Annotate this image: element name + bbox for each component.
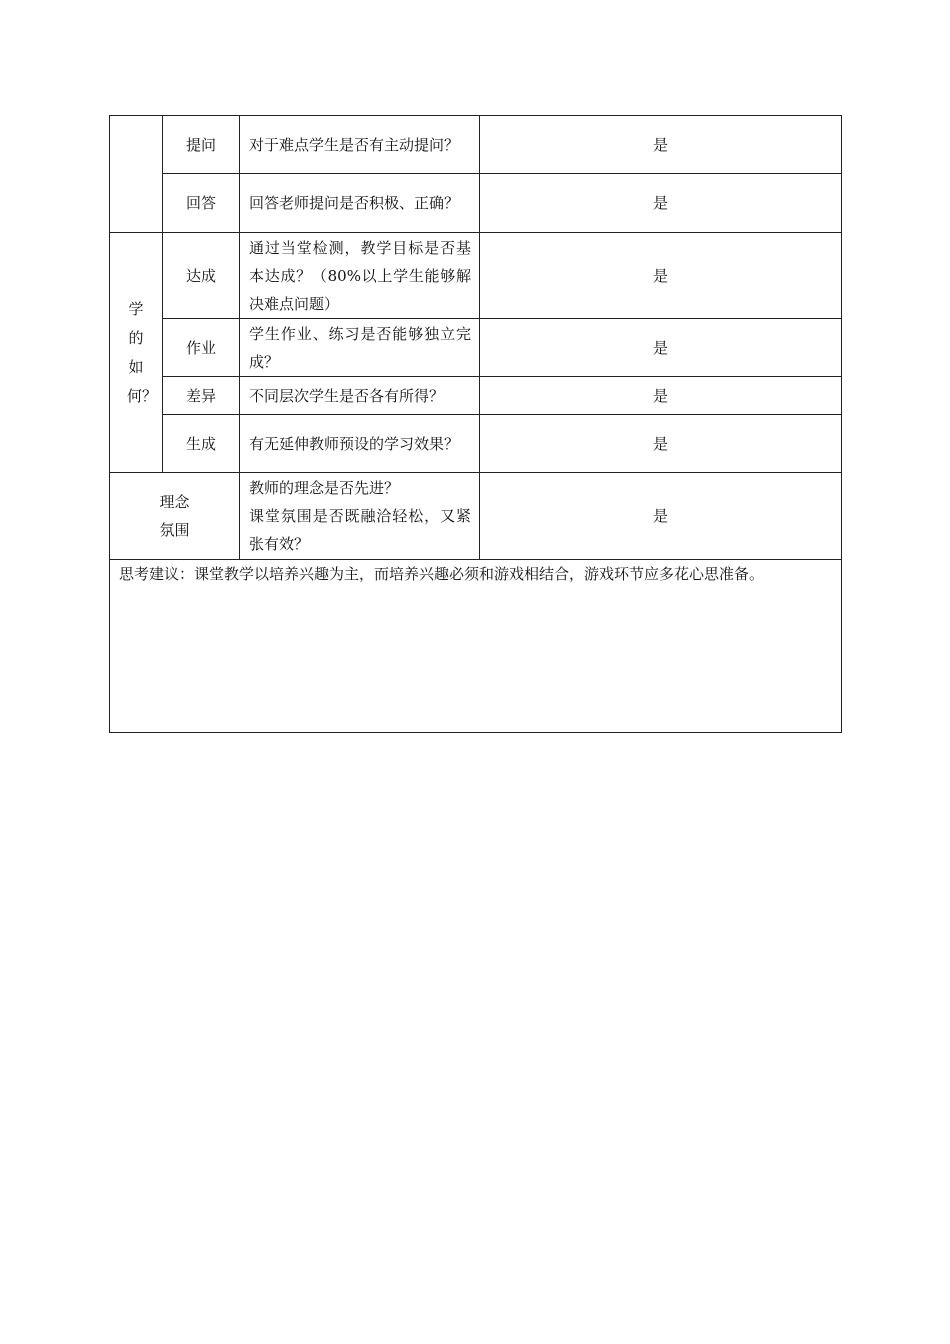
question-text: 回答老师提问是否积极、正确？: [240, 174, 480, 233]
question-text: 对于难点学生是否有主动提问？: [240, 116, 480, 174]
group-label: 学的如何？: [127, 299, 158, 405]
question-text: 不同层次学生是否各有所得？: [240, 377, 480, 415]
question-text: 通过当堂检测，教学目标是否基本达成？（80%以上学生能够解决难点问题）: [240, 233, 480, 319]
table-row: [110, 560, 842, 733]
answer-cell: 是: [480, 116, 842, 174]
group-label-cell: [110, 233, 163, 473]
item-label: 提问: [163, 116, 240, 174]
answer-cell: 是: [480, 319, 842, 377]
label-line: 理念: [159, 493, 190, 511]
concept-atmosphere-label: [110, 473, 240, 560]
table-row: [110, 319, 842, 377]
label-line: 氛围: [159, 521, 190, 539]
question-text: 有无延伸教师预设的学习效果？: [240, 415, 480, 473]
answer-cell: 是: [480, 377, 842, 415]
question-line: 课堂氛围是否既融洽轻松，又紧张有效？: [249, 507, 471, 553]
evaluation-table: [109, 115, 842, 733]
question-text: 学生作业、练习是否能够独立完成？: [240, 319, 480, 377]
item-label: 作业: [163, 319, 240, 377]
question-line: 教师的理念是否先进？: [249, 479, 400, 497]
suggestion-text: 思考建议：课堂教学以培养兴趣为主，而培养兴趣必须和游戏相结合，游戏环节应多花心思准备。: [110, 560, 842, 733]
item-label: 达成: [163, 233, 240, 319]
answer-cell: 是: [480, 174, 842, 233]
group-cell-empty: [110, 116, 163, 233]
table-row: [110, 415, 842, 473]
item-label: 差异: [163, 377, 240, 415]
table-row: [110, 233, 842, 319]
question-text: [240, 473, 480, 560]
answer-cell: 是: [480, 415, 842, 473]
answer-cell: 是: [480, 473, 842, 560]
item-label: 生成: [163, 415, 240, 473]
table-row: [110, 116, 842, 174]
answer-cell: 是: [480, 233, 842, 319]
item-label: 回答: [163, 174, 240, 233]
table-row: [110, 473, 842, 560]
table-row: [110, 377, 842, 415]
table-row: [110, 174, 842, 233]
